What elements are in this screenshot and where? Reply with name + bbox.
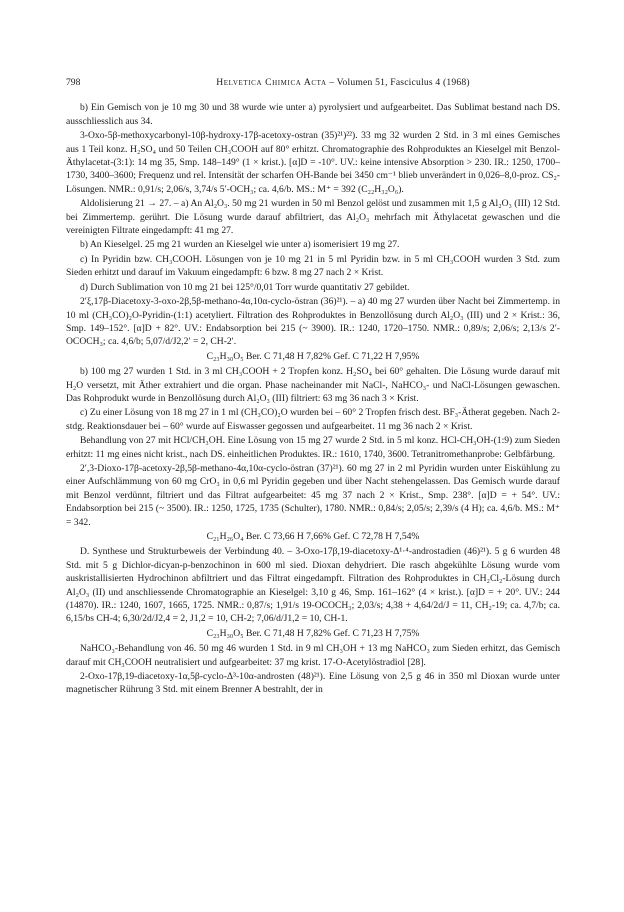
- body-text: [66, 101, 560, 696]
- paragraph-aldolisierung-d: d) Durch Sublimation von 10 mg 21 bei 125°/0,01 Torr wurde quantitativ 27 gebildet.: [80, 281, 410, 293]
- running-header: [66, 76, 560, 89]
- running-title: [126, 76, 560, 89]
- volume-info: – Volumen 51, Fasciculus 4 (1968): [329, 77, 470, 88]
- journal-name: Helvetica Chimica Acta: [216, 77, 327, 88]
- paragraph-36-b: b) 100 mg 27 wurden 1 Std. in 3 ml CH₃COOH + 2 Tropfen konz. H₂SO₄ bei 60° gehalten. Die Lösung wurde darauf mit H₂O versetzt, mit Äther extrahiert und die organ. Phase nacheinander mit NaCl-, NaHCO₃- und NaCl-Lösungen gewaschen. Das Rohprodukt wurde in Benzollösung durch Al₂O₃ (III) filtriert: 63 mg 36 nach 3 × Krist.: [66, 366, 560, 404]
- paragraph-compound-36: 2′ξ,17β-Diacetoxy-3-oxo-2β,5β-methano-4α,10α-cyclo-östran (36)²¹). – a) 40 mg 27 wurden über Nacht bei Zimmertemp. in 10 ml (CH₃CO)₂O-Pyridin-(1:1) acetyliert. Filtration des Rohproduktes in Benzollösung durch Al₂O₃ (III) und 2 × Krist.: 36, Smp. 149–152°. [α]D + 82°. UV.: Endabsorption bei 215 (~ 3900). IR.: 1240, 1720–1750. NMR.: 0,89/s; 2,06/s; 2,13/s 2′-OCOCH₃; ca. 4,6/b; 5,07/d/J2,2′ = 2, CH-2′.: [66, 296, 560, 348]
- elemental-analysis-46: C₂₃H₃₀O₅ Ber. C 71,48 H 7,82% Gef. C 71,23 H 7,75%: [206, 627, 420, 639]
- page-number: 798: [66, 77, 81, 88]
- paragraph-compound-37: 2′,3-Dioxo-17β-acetoxy-2β,5β-methano-4α,10α-cyclo-östran (37)²¹). 60 mg 27 in 2 ml Pyridin wurden unter Eiskühlung zu einer Aufschlämmung von 60 mg CrO₃ in 0,6 ml Pyridin gegeben und über Nacht stehengelassen. Das Gemisch wurde darauf mit Benzol verdünnt, filtriert und das Filtrat aufgearbeitet: 45 mg 37 nach 2 × Krist., Smp. 238°. [α]D = + 54°. UV.: Endabsorption bei 215 (~ 3500). IR.: 1250, 1725, 1735 (Schulter), 1780. NMR.: 0,84/s; 2,05/s; 2,39/s (4 H); ca. 4,6/b. MS.: M⁺ = 342.: [66, 462, 560, 528]
- paragraph-aldolisierung-c: c) In Pyridin bzw. CH₃COOH. Lösungen von je 10 mg 21 in 5 ml Pyridin bzw. in 5 ml CH₃COOH wurden 3 Std. zum Sieden erhitzt und darauf im Vakuum eingedampft: 6 bzw. 8 mg 27 nach 2 × Krist.: [66, 253, 560, 279]
- paragraph-aldolisierung-b: b) An Kieselgel. 25 mg 21 wurden an Kieselgel wie unter a) isomerisiert 19 mg 27.: [80, 239, 400, 251]
- elemental-analysis-36: C₂₃H₃₀O₅ Ber. C 71,48 H 7,82% Gef. C 71,22 H 7,95%: [206, 350, 420, 362]
- paragraph-pyrolysis-b: b) Ein Gemisch von je 10 mg 30 und 38 wurde wie unter a) pyrolysiert und aufgearbeitet. Das Sublimat bestand nach DS. ausschliesslich aus 34.: [66, 102, 560, 127]
- paragraph-36-c: c) Zu einer Lösung von 18 mg 27 in 1 ml (CH₃CO)₂O wurden bei – 60° 2 Tropfen frisch dest. BF₃-Ätherat gegeben. Nach 2-stdg. Reaktionsdauer bei – 60° wurde auf Eiswasser gegossen und aufgearbeitet. 11 mg 36 nach 2 × Krist.: [66, 407, 560, 432]
- paragraph-compound-48: 2-Oxo-17β,19-diacetoxy-1α,5β-cyclo-Δ³-10α-androsten (48)²¹). Eine Lösung von 2,5 g 46 in 350 ml Dioxan wurde unter magnetischer Rührung 3 Std. mit einem Brenner A bestrahlt, der in: [66, 671, 560, 696]
- elemental-analysis-37: C₂₁H₂₆O₄ Ber. C 73,66 H 7,66% Gef. C 72,78 H 7,54%: [206, 531, 420, 542]
- paragraph-aldolisierung-a: Aldolisierung 21 → 27. – a) An Al₂O₃. 50 mg 21 wurden in 50 ml Benzol gelöst und zusammen mit 1,5 g Al₂O₃ (III) 12 Std. bei Zimmertemp. gerührt. Die Lösung wurde darauf abfiltriert, das Al₂O₃ mehrfach mit Äthylacetat gewaschen und die vereinigten Filtrate eingedampft: 41 mg 27.: [66, 198, 560, 237]
- paragraph-section-d: D. Synthese und Strukturbeweis der Verbindung 40. – 3-Oxo-17β,19-diacetoxy-Δ¹·⁴-androstadien (46)²¹). 5 g 6 wurden 48 Std. mit 5 g Dichlor-dicyan-p-benzochinon in 600 ml sied. Dioxan dehydriert. Die rasch abgekühlte Lösung wurde vom auskristallisierten Hydrochinon abfiltriert und das Filtrat eingedampft. Filtration des Rohproduktes in CH₂Cl₂-Lösung durch Al₂O₃ (II) und anschliessende Chromatographie an Kieselgel: 3,10 g 46, Smp. 161–162° (4 × krist.). [α]D = + 20°. UV.: 244 (14870). IR.: 1240, 1607, 1665, 1725. NMR.: 0,87/s; 1,91/s 19-OCOCH₃; 2,03/s; 4,38 + 4,64/2d/J = 11, CH₂-19; ca. 4,7/b; ca. 6,15/bs CH-4; 6,30/2d/J2,4 = 2, J1,2 = 10, CH-2; 7,06/d/J1,2 = 10, CH-1.: [66, 546, 560, 625]
- paragraph-nahco3-treatment: NaHCO₃-Behandlung von 46. 50 mg 46 wurden 1 Std. in 9 ml CH₃OH + 13 mg NaHCO₃ zum Sieden erhitzt, das Gemisch darauf mit CH₃COOH neutralisiert und aufgearbeitet: 37 mg krist. 17-O-Acetylöstradiol [28].: [66, 643, 560, 668]
- paragraph-compound-35: 3-Oxo-5β-methoxycarbonyl-10β-hydroxy-17β-acetoxy-ostran (35)²¹)²²). 33 mg 32 wurden 2 Std. in 3 ml eines Gemisches aus 1 Teil konz. H₂SO₄ und 50 Teilen CH₃COOH auf 80° erhitzt. Chromatographie des Rohproduktes an Kieselgel mit Benzol-Äthylacetat-(3:1): 14 mg 35, Smp. 148–149° (1 × krist.). [α]D = -10°. UV.: keine intensive Absorption > 230. IR.: 1250, 1700–1730, 3400–3600; Frequenz und rel. Intensität der scharfen OH-Bande bei 3450 cm⁻¹ blieb unverändert in 0,026–8,0-proz. CS₂-Lösungen. NMR.: 0,91/s; 2,06/s, 3,74/s 5′-OCH₃; ca. 4,6/b. MS.: M⁺ = 392 (C₂₂H₃₂O₆).: [66, 130, 560, 195]
- paragraph-hcl-treatment: Behandlung von 27 mit HCl/CH₃OH. Eine Lösung von 15 mg 27 wurde 2 Std. in 5 ml konz. HCl-CH₃OH-(1:9) zum Sieden erhitzt: 11 mg eines nicht krist., nach DS. einheitlichen Produktes. IR.: 1610, 1740, 3600. Tetranitromethanprobe: Gelbfärbung.: [66, 435, 560, 460]
